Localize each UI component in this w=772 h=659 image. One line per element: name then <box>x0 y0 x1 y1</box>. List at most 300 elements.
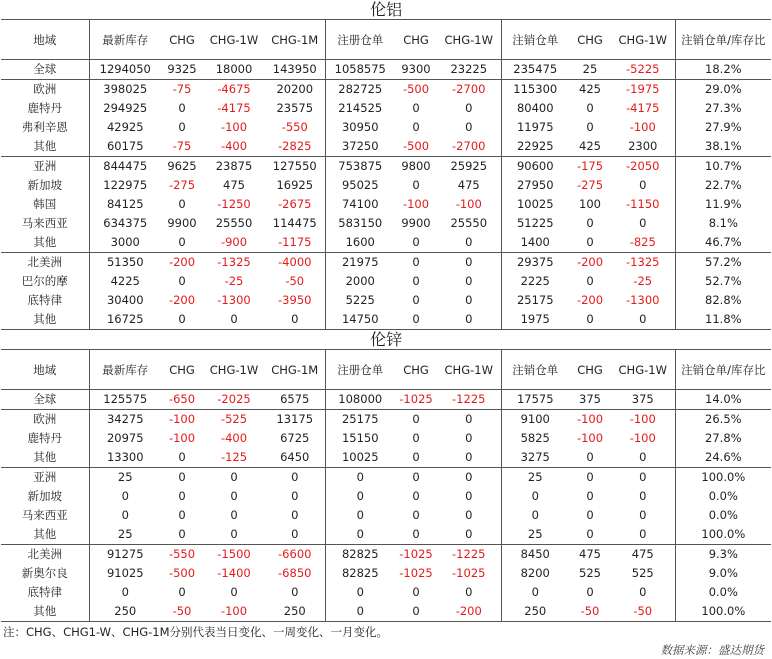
value-cell: 0 <box>465 235 473 249</box>
value-cell: 475 <box>457 178 480 192</box>
value-cell: 0 <box>395 410 437 430</box>
value-cell: 0 <box>465 527 473 541</box>
value-cell: -525 <box>203 410 265 430</box>
value-cell: -1325 <box>203 253 265 273</box>
table-row <box>1 390 771 410</box>
data-source: 数据来源：盛达期货 <box>660 643 764 657</box>
value-cell: 51225 <box>501 214 569 233</box>
value-cell: 0 <box>639 312 647 326</box>
value-cell: -2675 <box>278 197 312 211</box>
value-cell: 375 <box>579 392 601 406</box>
value-cell: -2050 <box>611 157 675 177</box>
region-cell: 其他 <box>33 139 57 153</box>
value-cell: 100.0% <box>675 602 771 622</box>
value-cell: 100 <box>579 197 601 211</box>
value-cell: -50 <box>580 604 600 618</box>
inventory-table <box>1 0 771 330</box>
value-cell: 475 <box>223 178 245 192</box>
value-cell: -1025 <box>399 392 433 406</box>
value-cell: 11.9% <box>675 195 771 214</box>
value-cell: -4175 <box>217 101 251 115</box>
value-cell: -100 <box>161 410 203 430</box>
value-cell: -275 <box>576 178 604 192</box>
value-cell: 91025 <box>89 564 161 583</box>
value-cell: -50 <box>633 604 653 618</box>
column-header: 注销仓单/库存比 <box>675 20 771 60</box>
value-cell: 0 <box>586 527 594 541</box>
value-cell: 0 <box>230 489 238 503</box>
region-cell: 底特律 <box>27 293 62 307</box>
value-cell: 25175 <box>501 291 569 310</box>
region-cell: 北美洲 <box>1 253 89 273</box>
value-cell: 29375 <box>501 253 569 273</box>
value-cell: 0 <box>178 235 186 249</box>
value-cell: 5225 <box>325 291 395 310</box>
value-cell: 0 <box>178 585 186 599</box>
value-cell: 82.8% <box>675 291 771 310</box>
value-cell: 25 <box>89 525 161 545</box>
value-cell: -400 <box>220 431 248 445</box>
value-cell: 0 <box>639 527 647 541</box>
value-cell: 0 <box>178 120 186 134</box>
value-cell: 57.2% <box>675 253 771 273</box>
value-cell: 25 <box>582 62 598 76</box>
value-cell: 6575 <box>280 392 310 406</box>
value-cell: 74100 <box>325 195 395 214</box>
column-header: 注册仓单 <box>325 350 395 390</box>
value-cell: 14750 <box>325 310 395 330</box>
value-cell: 0 <box>203 468 265 488</box>
value-cell: -200 <box>161 253 203 273</box>
value-cell: 0 <box>465 101 473 115</box>
value-cell: -1400 <box>217 566 251 580</box>
value-cell: 143950 <box>272 62 317 76</box>
value-cell: 25550 <box>215 216 253 230</box>
value-cell: 27950 <box>501 176 569 195</box>
value-cell: -275 <box>168 178 196 192</box>
table-title: 伦锌 <box>1 330 771 350</box>
value-cell: 25 <box>501 525 569 545</box>
value-cell: 0 <box>230 585 238 599</box>
region-cell: 全球 <box>33 62 57 76</box>
value-cell: 0.0% <box>675 583 771 602</box>
value-cell: 1294050 <box>89 60 161 80</box>
value-cell: 0 <box>178 101 186 115</box>
value-cell: 3275 <box>501 448 569 468</box>
value-cell: -1025 <box>452 566 486 580</box>
header-row <box>1 20 771 60</box>
region-cell: 马来西亚 <box>21 216 68 230</box>
value-cell: 0 <box>291 508 299 522</box>
table-title: 伦铝 <box>1 0 771 20</box>
value-cell: 2300 <box>628 139 658 153</box>
value-cell: -4000 <box>265 253 325 273</box>
value-cell: 0 <box>412 312 420 326</box>
value-cell: 125575 <box>89 390 161 410</box>
value-cell: -2700 <box>452 139 486 153</box>
value-cell: 0 <box>586 489 594 503</box>
column-header: CHG <box>395 350 437 390</box>
value-cell: 18.2% <box>675 60 771 80</box>
table-row <box>1 137 771 157</box>
value-cell: 844475 <box>89 157 161 177</box>
region-cell: 鹿特丹 <box>27 101 62 115</box>
value-cell: -550 <box>281 120 308 134</box>
value-cell: -100 <box>569 410 611 430</box>
region-cell: 北美洲 <box>1 545 89 565</box>
value-cell: 4225 <box>89 272 161 291</box>
value-cell: 25925 <box>437 157 501 177</box>
value-cell: -100 <box>402 197 430 211</box>
value-cell: 0 <box>325 487 395 506</box>
value-cell: -4675 <box>203 80 265 100</box>
table-row <box>1 564 771 583</box>
value-cell: 0 <box>291 312 299 326</box>
value-cell: 0 <box>325 468 395 488</box>
value-cell: -1325 <box>611 253 675 273</box>
value-cell: 0 <box>611 468 675 488</box>
table-row <box>1 468 771 488</box>
value-cell: 100.0% <box>675 468 771 488</box>
region-cell: 亚洲 <box>1 157 89 177</box>
value-cell: 0 <box>412 274 420 288</box>
value-cell: 583150 <box>325 214 395 233</box>
value-cell: 0 <box>586 508 594 522</box>
column-header: CHG-1W <box>611 350 675 390</box>
value-cell: -500 <box>168 566 196 580</box>
value-cell: 2000 <box>325 272 395 291</box>
value-cell: 122975 <box>89 176 161 195</box>
column-header: 地域 <box>1 350 89 390</box>
value-cell: 9.0% <box>675 564 771 583</box>
value-cell: -75 <box>172 139 192 153</box>
value-cell: 0 <box>265 468 325 488</box>
value-cell: 20975 <box>89 429 161 448</box>
value-cell: -25 <box>224 274 244 288</box>
value-cell: 10025 <box>325 448 395 468</box>
value-cell: 0 <box>178 489 186 503</box>
value-cell: 25 <box>89 468 161 488</box>
value-cell: 9300 <box>401 62 431 76</box>
table-row <box>1 487 771 506</box>
value-cell: -100 <box>629 431 656 445</box>
region-cell: 新加坡 <box>27 178 62 192</box>
value-cell: 0 <box>412 527 420 541</box>
value-cell: 0 <box>501 506 569 525</box>
value-cell: -5225 <box>626 62 660 76</box>
value-cell: 0 <box>639 585 647 599</box>
value-cell: 22.7% <box>675 176 771 195</box>
value-cell: -6600 <box>265 545 325 565</box>
value-cell: -50 <box>285 274 305 288</box>
value-cell: -2700 <box>437 80 501 100</box>
value-cell: 1600 <box>325 233 395 253</box>
table-row <box>1 60 771 80</box>
value-cell: -1975 <box>611 80 675 100</box>
value-cell: 0 <box>325 525 395 545</box>
value-cell: 634375 <box>89 214 161 233</box>
column-header: 最新库存 <box>89 20 161 60</box>
value-cell: 0 <box>586 216 594 230</box>
value-cell: 0 <box>501 487 569 506</box>
table-row <box>1 80 771 100</box>
value-cell: -1225 <box>437 545 501 565</box>
value-cell: 0 <box>412 293 420 307</box>
table-row <box>1 176 771 195</box>
region-cell: 其他 <box>33 527 57 541</box>
value-cell: 6725 <box>280 431 310 445</box>
value-cell: 0 <box>89 583 161 602</box>
value-cell: 84125 <box>89 195 161 214</box>
value-cell: 0 <box>465 585 473 599</box>
value-cell: -200 <box>168 293 196 307</box>
column-header: 注册仓单 <box>325 20 395 60</box>
value-cell: 11.8% <box>675 310 771 330</box>
column-header: 最新库存 <box>89 350 161 390</box>
value-cell: -2825 <box>278 139 312 153</box>
value-cell: 34275 <box>89 410 161 430</box>
value-cell: 1058575 <box>325 60 395 80</box>
value-cell: 27.9% <box>675 118 771 137</box>
value-cell: 21975 <box>325 253 395 273</box>
value-cell: 0 <box>639 508 647 522</box>
value-cell: -100 <box>220 604 248 618</box>
region-cell: 新加坡 <box>27 489 62 503</box>
value-cell: 26.5% <box>675 410 771 430</box>
table-row <box>1 545 771 565</box>
region-cell: 新奥尔良 <box>21 566 68 580</box>
value-cell: -1300 <box>626 293 660 307</box>
value-cell: 0 <box>437 253 501 273</box>
region-cell: 全球 <box>33 392 57 406</box>
value-cell: 0 <box>230 508 238 522</box>
region-cell: 欧洲 <box>1 410 89 430</box>
value-cell: 0 <box>412 585 420 599</box>
value-cell: 0 <box>178 450 186 464</box>
header-row <box>1 350 771 390</box>
value-cell: -200 <box>576 293 604 307</box>
value-cell: 0 <box>325 583 395 602</box>
table-row <box>1 525 771 545</box>
value-cell: 90600 <box>501 157 569 177</box>
value-cell: -500 <box>395 80 437 100</box>
inventory-table <box>1 330 771 622</box>
table-row <box>1 310 771 330</box>
column-header: 注销仓单 <box>501 350 569 390</box>
value-cell: -25 <box>633 274 653 288</box>
value-cell: 250 <box>283 604 306 618</box>
value-cell: -125 <box>220 450 248 464</box>
value-cell: 0 <box>412 508 420 522</box>
value-cell: 0 <box>465 508 473 522</box>
value-cell: 108000 <box>325 390 395 410</box>
column-header: CHG-1W <box>203 350 265 390</box>
value-cell: 294925 <box>89 99 161 118</box>
value-cell: 0 <box>230 312 238 326</box>
value-cell: 30400 <box>89 291 161 310</box>
region-cell: 其他 <box>33 312 57 326</box>
value-cell: 16725 <box>89 310 161 330</box>
value-cell: 10.7% <box>675 157 771 177</box>
value-cell: 0 <box>639 450 647 464</box>
region-cell: 巴尔的摩 <box>21 274 68 288</box>
value-cell: 0 <box>178 197 186 211</box>
value-cell: 0 <box>465 120 473 134</box>
value-cell: -200 <box>455 604 482 618</box>
value-cell: 5825 <box>501 429 569 448</box>
value-cell: 1400 <box>501 233 569 253</box>
column-header: CHG <box>569 20 611 60</box>
value-cell: 0 <box>325 506 395 525</box>
value-cell: 425 <box>569 80 611 100</box>
value-cell: 114475 <box>272 216 317 230</box>
value-cell: 0 <box>639 489 647 503</box>
table-bottom-rule <box>1 622 771 623</box>
value-cell: 13300 <box>89 448 161 468</box>
value-cell: 375 <box>631 392 654 406</box>
table-row <box>1 99 771 118</box>
value-cell: -100 <box>168 431 196 445</box>
value-cell: 475 <box>611 545 675 565</box>
value-cell: 0 <box>465 431 473 445</box>
value-cell: 0.0% <box>675 506 771 525</box>
value-cell: 115300 <box>501 80 569 100</box>
value-cell: -75 <box>161 80 203 100</box>
value-cell: -825 <box>629 235 656 249</box>
column-header: 地域 <box>1 20 89 60</box>
value-cell: 42925 <box>89 118 161 137</box>
region-cell: 弗利辛恩 <box>21 120 68 134</box>
region-cell: 欧洲 <box>1 80 89 100</box>
value-cell: 425 <box>579 139 601 153</box>
value-cell: 475 <box>569 545 611 565</box>
value-cell: 0 <box>586 585 594 599</box>
value-cell: 2225 <box>501 272 569 291</box>
value-cell: 0 <box>412 604 420 618</box>
value-cell: 0 <box>465 293 473 307</box>
value-cell: 23225 <box>450 62 488 76</box>
region-cell: 其他 <box>33 450 57 464</box>
value-cell: 46.7% <box>675 233 771 253</box>
value-cell: -1225 <box>452 392 486 406</box>
column-header: CHG <box>569 350 611 390</box>
value-cell: 9625 <box>161 157 203 177</box>
column-header: CHG-1M <box>265 20 325 60</box>
table-row <box>1 602 771 622</box>
value-cell: 25175 <box>325 410 395 430</box>
region-cell: 鹿特丹 <box>27 431 62 445</box>
value-cell: 0 <box>569 468 611 488</box>
value-cell: -1250 <box>217 197 251 211</box>
table-row <box>1 272 771 291</box>
value-cell: 27.3% <box>675 99 771 118</box>
value-cell: 0 <box>178 312 186 326</box>
table-row <box>1 157 771 177</box>
value-cell: 52.7% <box>675 272 771 291</box>
table-row <box>1 410 771 430</box>
value-cell: 9900 <box>167 216 197 230</box>
footnote: 注：CHG、CHG1-W、CHG-1M分别代表当日变化、一周变化、一月变化。 <box>3 625 389 639</box>
column-header: CHG <box>161 350 203 390</box>
column-header: CHG-1M <box>265 350 325 390</box>
value-cell: 8.1% <box>675 214 771 233</box>
column-header: CHG-1W <box>203 20 265 60</box>
value-cell: 51350 <box>89 253 161 273</box>
value-cell: 0.0% <box>675 487 771 506</box>
value-cell: 10025 <box>501 195 569 214</box>
value-cell: 80400 <box>501 99 569 118</box>
value-cell: 3000 <box>89 233 161 253</box>
value-cell: 0 <box>230 527 238 541</box>
value-cell: -1175 <box>278 235 312 249</box>
value-cell: 0 <box>586 235 594 249</box>
region-cell: 马来西亚 <box>21 508 68 522</box>
value-cell: 0 <box>465 274 473 288</box>
value-cell: 0 <box>161 468 203 488</box>
value-cell: 22925 <box>501 137 569 157</box>
value-cell: 250 <box>89 602 161 622</box>
value-cell: 0 <box>178 274 186 288</box>
value-cell: 0 <box>465 312 473 326</box>
value-cell: -100 <box>220 120 248 134</box>
value-cell: 0 <box>586 101 594 115</box>
value-cell: 37250 <box>325 137 395 157</box>
table-row <box>1 118 771 137</box>
value-cell: 1975 <box>501 310 569 330</box>
value-cell: 0 <box>412 489 420 503</box>
value-cell: -4175 <box>626 101 660 115</box>
value-cell: 0 <box>586 450 594 464</box>
value-cell: 15150 <box>325 429 395 448</box>
value-cell: 38.1% <box>675 137 771 157</box>
value-cell: -200 <box>569 253 611 273</box>
value-cell: 60175 <box>89 137 161 157</box>
table-row <box>1 195 771 214</box>
column-header: 注销仓单/库存比 <box>675 350 771 390</box>
value-cell: 9900 <box>401 216 431 230</box>
value-cell: 127550 <box>265 157 325 177</box>
value-cell: 9800 <box>395 157 437 177</box>
value-cell: 0 <box>178 508 186 522</box>
value-cell: 9100 <box>501 410 569 430</box>
value-cell: -500 <box>402 139 430 153</box>
value-cell: 100.0% <box>675 525 771 545</box>
value-cell: 250 <box>501 602 569 622</box>
value-cell: 82825 <box>325 564 395 583</box>
value-cell: 0 <box>501 583 569 602</box>
table-row <box>1 214 771 233</box>
value-cell: -100 <box>455 197 482 211</box>
value-cell: 525 <box>579 566 601 580</box>
region-cell: 其他 <box>33 604 57 618</box>
value-cell: 0 <box>586 274 594 288</box>
value-cell: 24.6% <box>675 448 771 468</box>
value-cell: 29.0% <box>675 80 771 100</box>
value-cell: 9.3% <box>675 545 771 565</box>
value-cell: 23575 <box>276 101 314 115</box>
region-cell: 亚洲 <box>1 468 89 488</box>
value-cell: 25 <box>501 468 569 488</box>
region-cell: 其他 <box>33 235 57 249</box>
value-cell: -175 <box>569 157 611 177</box>
value-cell: 11975 <box>501 118 569 137</box>
value-cell: 6450 <box>280 450 310 464</box>
value-cell: 95025 <box>325 176 395 195</box>
value-cell: -550 <box>161 545 203 565</box>
table-row <box>1 429 771 448</box>
value-cell: 0 <box>89 506 161 525</box>
value-cell: 0 <box>291 489 299 503</box>
